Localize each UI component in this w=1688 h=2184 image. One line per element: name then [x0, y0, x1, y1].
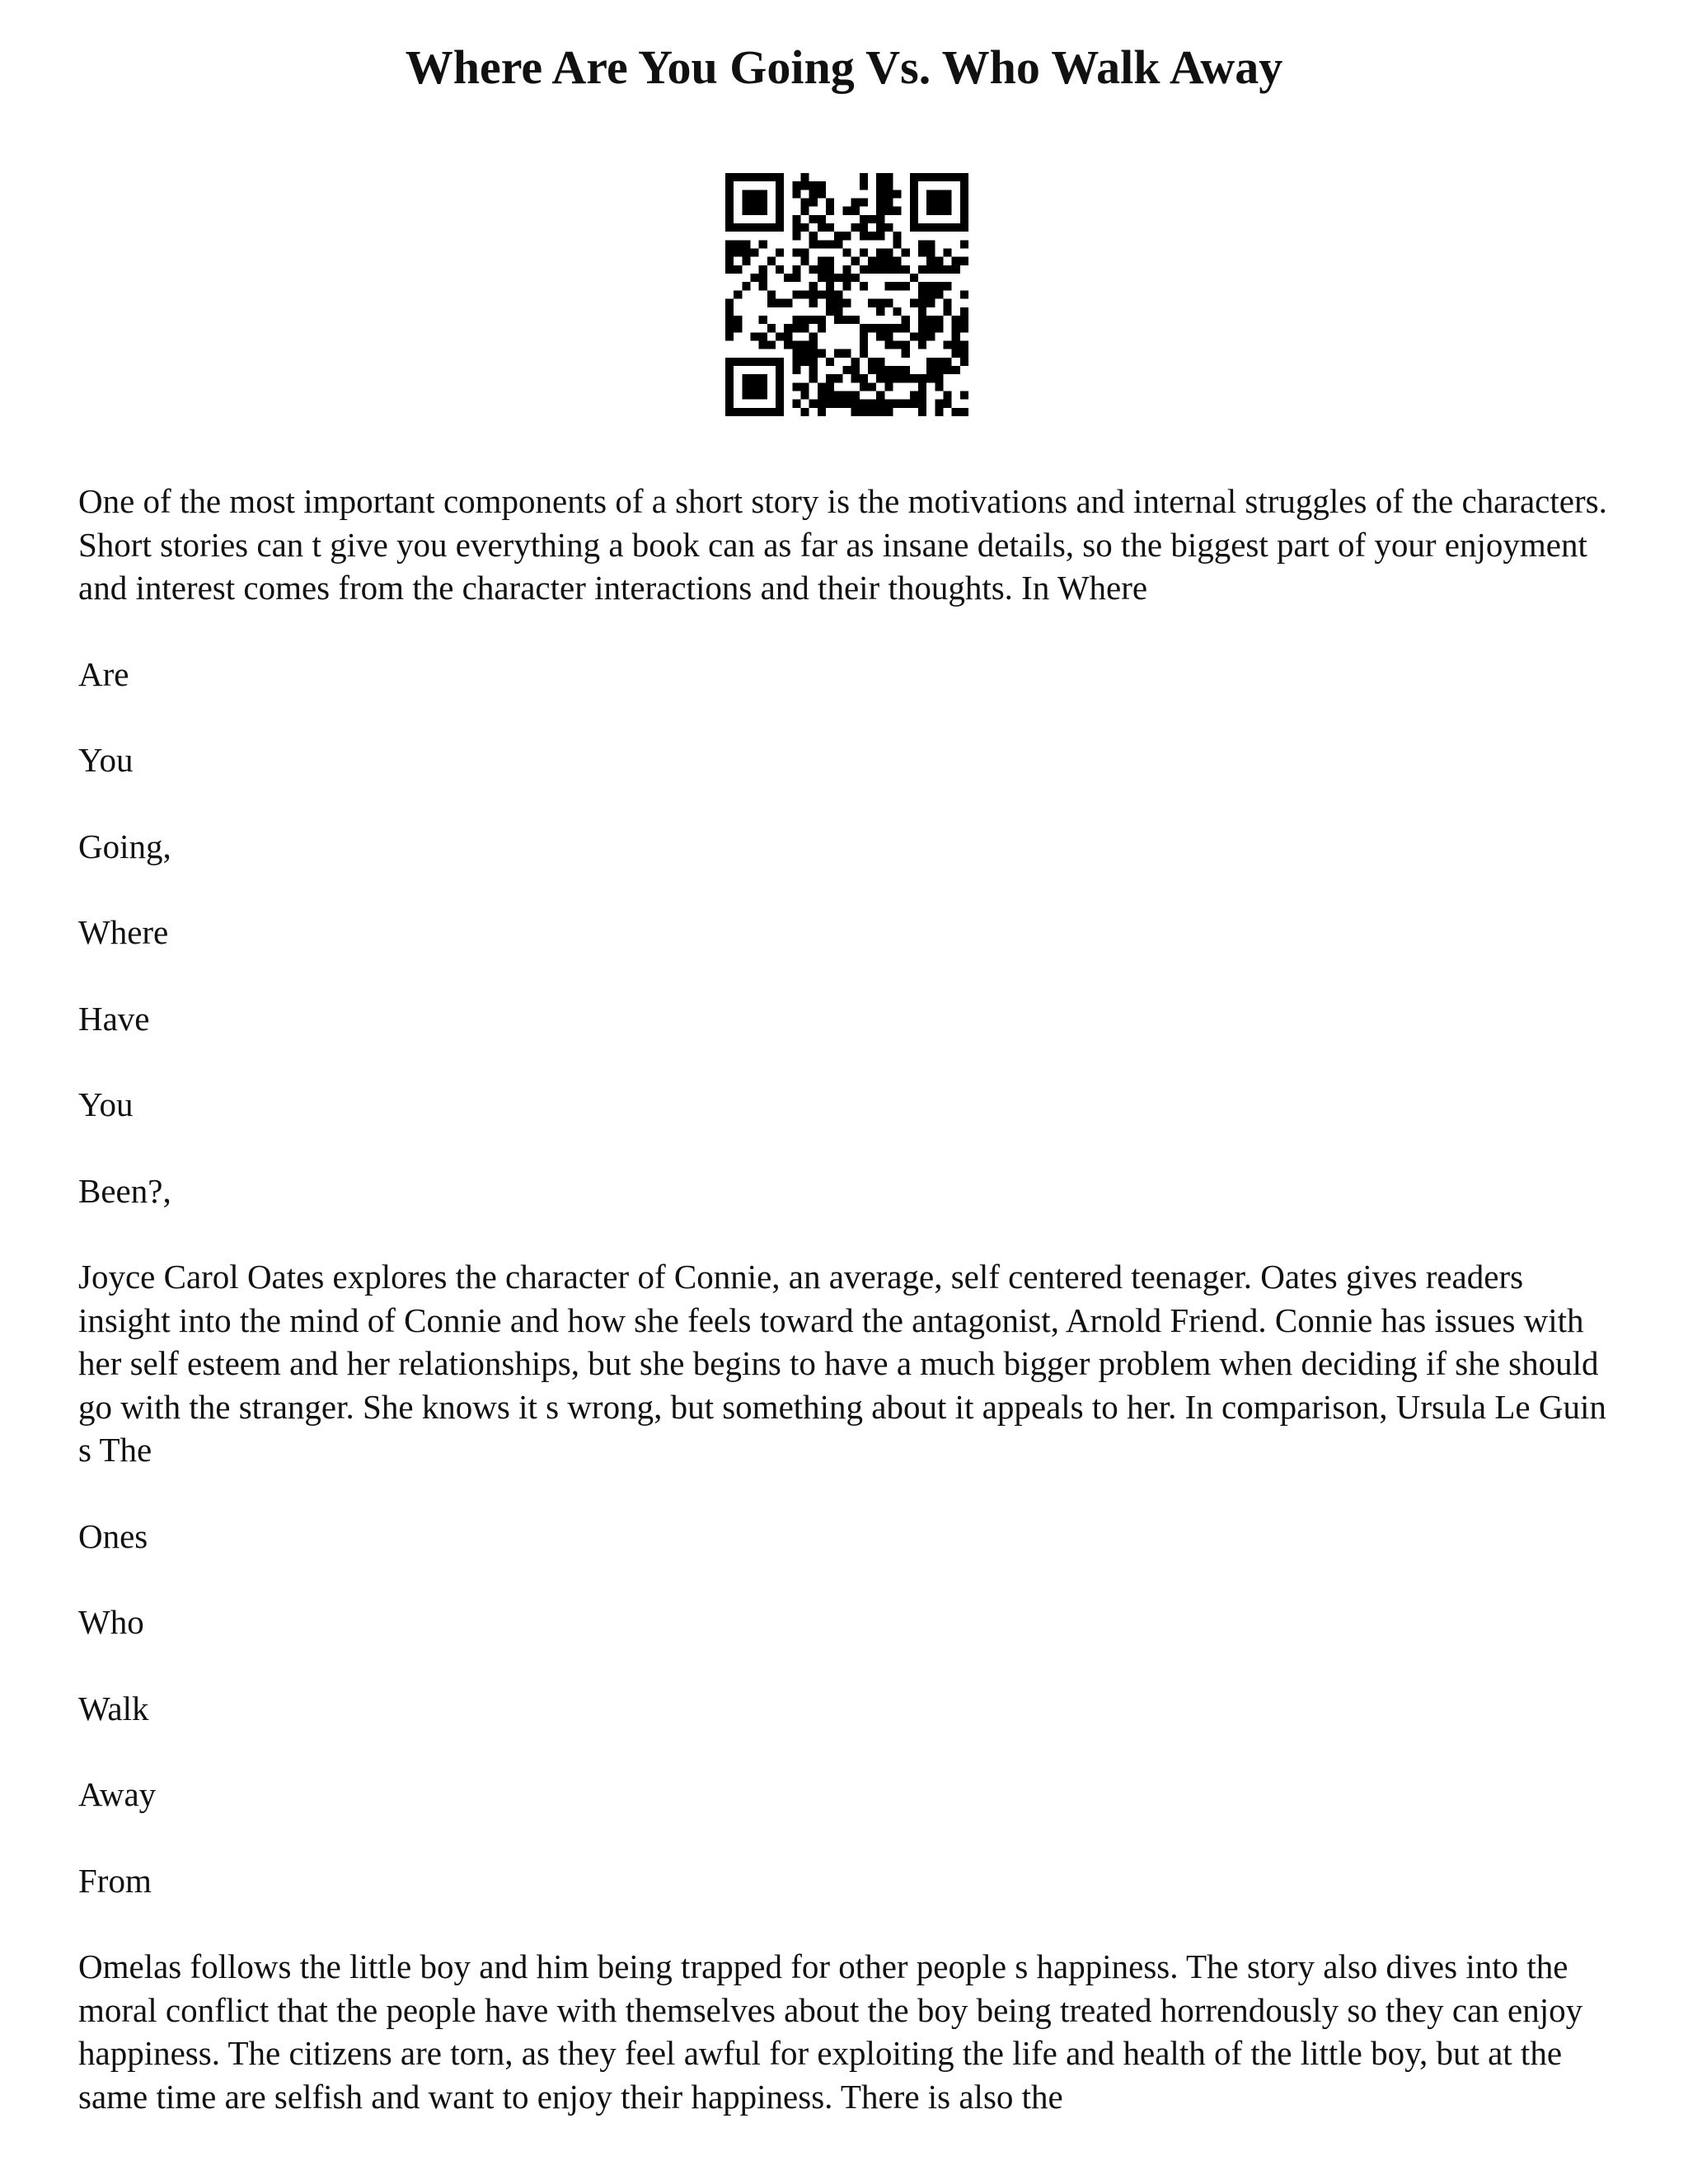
qr-code-icon: [725, 173, 968, 416]
paragraph: Ones: [78, 1516, 148, 1555]
essay-body: [78, 480, 1620, 2161]
page-title: Where Are You Going Vs. Who Walk Away: [405, 40, 1283, 94]
paragraph: From: [78, 1861, 152, 1900]
paragraph: Have: [78, 999, 150, 1038]
paragraph: Away: [78, 1775, 157, 1813]
paragraph: Where: [78, 913, 169, 951]
paragraph: You: [78, 1085, 134, 1123]
qr-code-graphic: [725, 173, 968, 416]
paragraph: You: [78, 741, 134, 779]
paragraph: Are: [78, 654, 129, 693]
paragraph: Omelas follows the little boy and him being trapped for other people s happiness. The story also dives into the moral conflict that the people have with themselves about the boy being treated horrendously so they can enjoy happiness. The citizens are torn, as they feel awful for exploiting the life and health of the little boy, but at the same time are selfish and want to enjoy their happiness. There is also the: [78, 1947, 1583, 2116]
paragraph: Walk: [78, 1689, 149, 1727]
paragraph: Joyce Carol Oates explores the character of Connie, an average, self centered teenager. Oates gives readers insight into the mind of Connie and how she feels toward the antagonist, Arnold Friend. Connie has issues with her self esteem and her relationships, but she begins to have a much bigger problem when deciding if she should go with the stranger. She knows it s wrong, but something about it appeals to her. In comparison, Ursula Le Guin s The: [78, 1258, 1606, 1469]
paragraph: Who: [78, 1603, 144, 1641]
paragraph: One of the most important components of a short story is the motivations and internal struggles of the characters. Short stories can t give you everything a book can as far as insane details, so the biggest part of your enjoyment and interest comes from the character interactions and their thoughts. In Where: [78, 482, 1607, 607]
paragraph: Going,: [78, 827, 171, 865]
paragraph: Been?,: [78, 1171, 171, 1210]
